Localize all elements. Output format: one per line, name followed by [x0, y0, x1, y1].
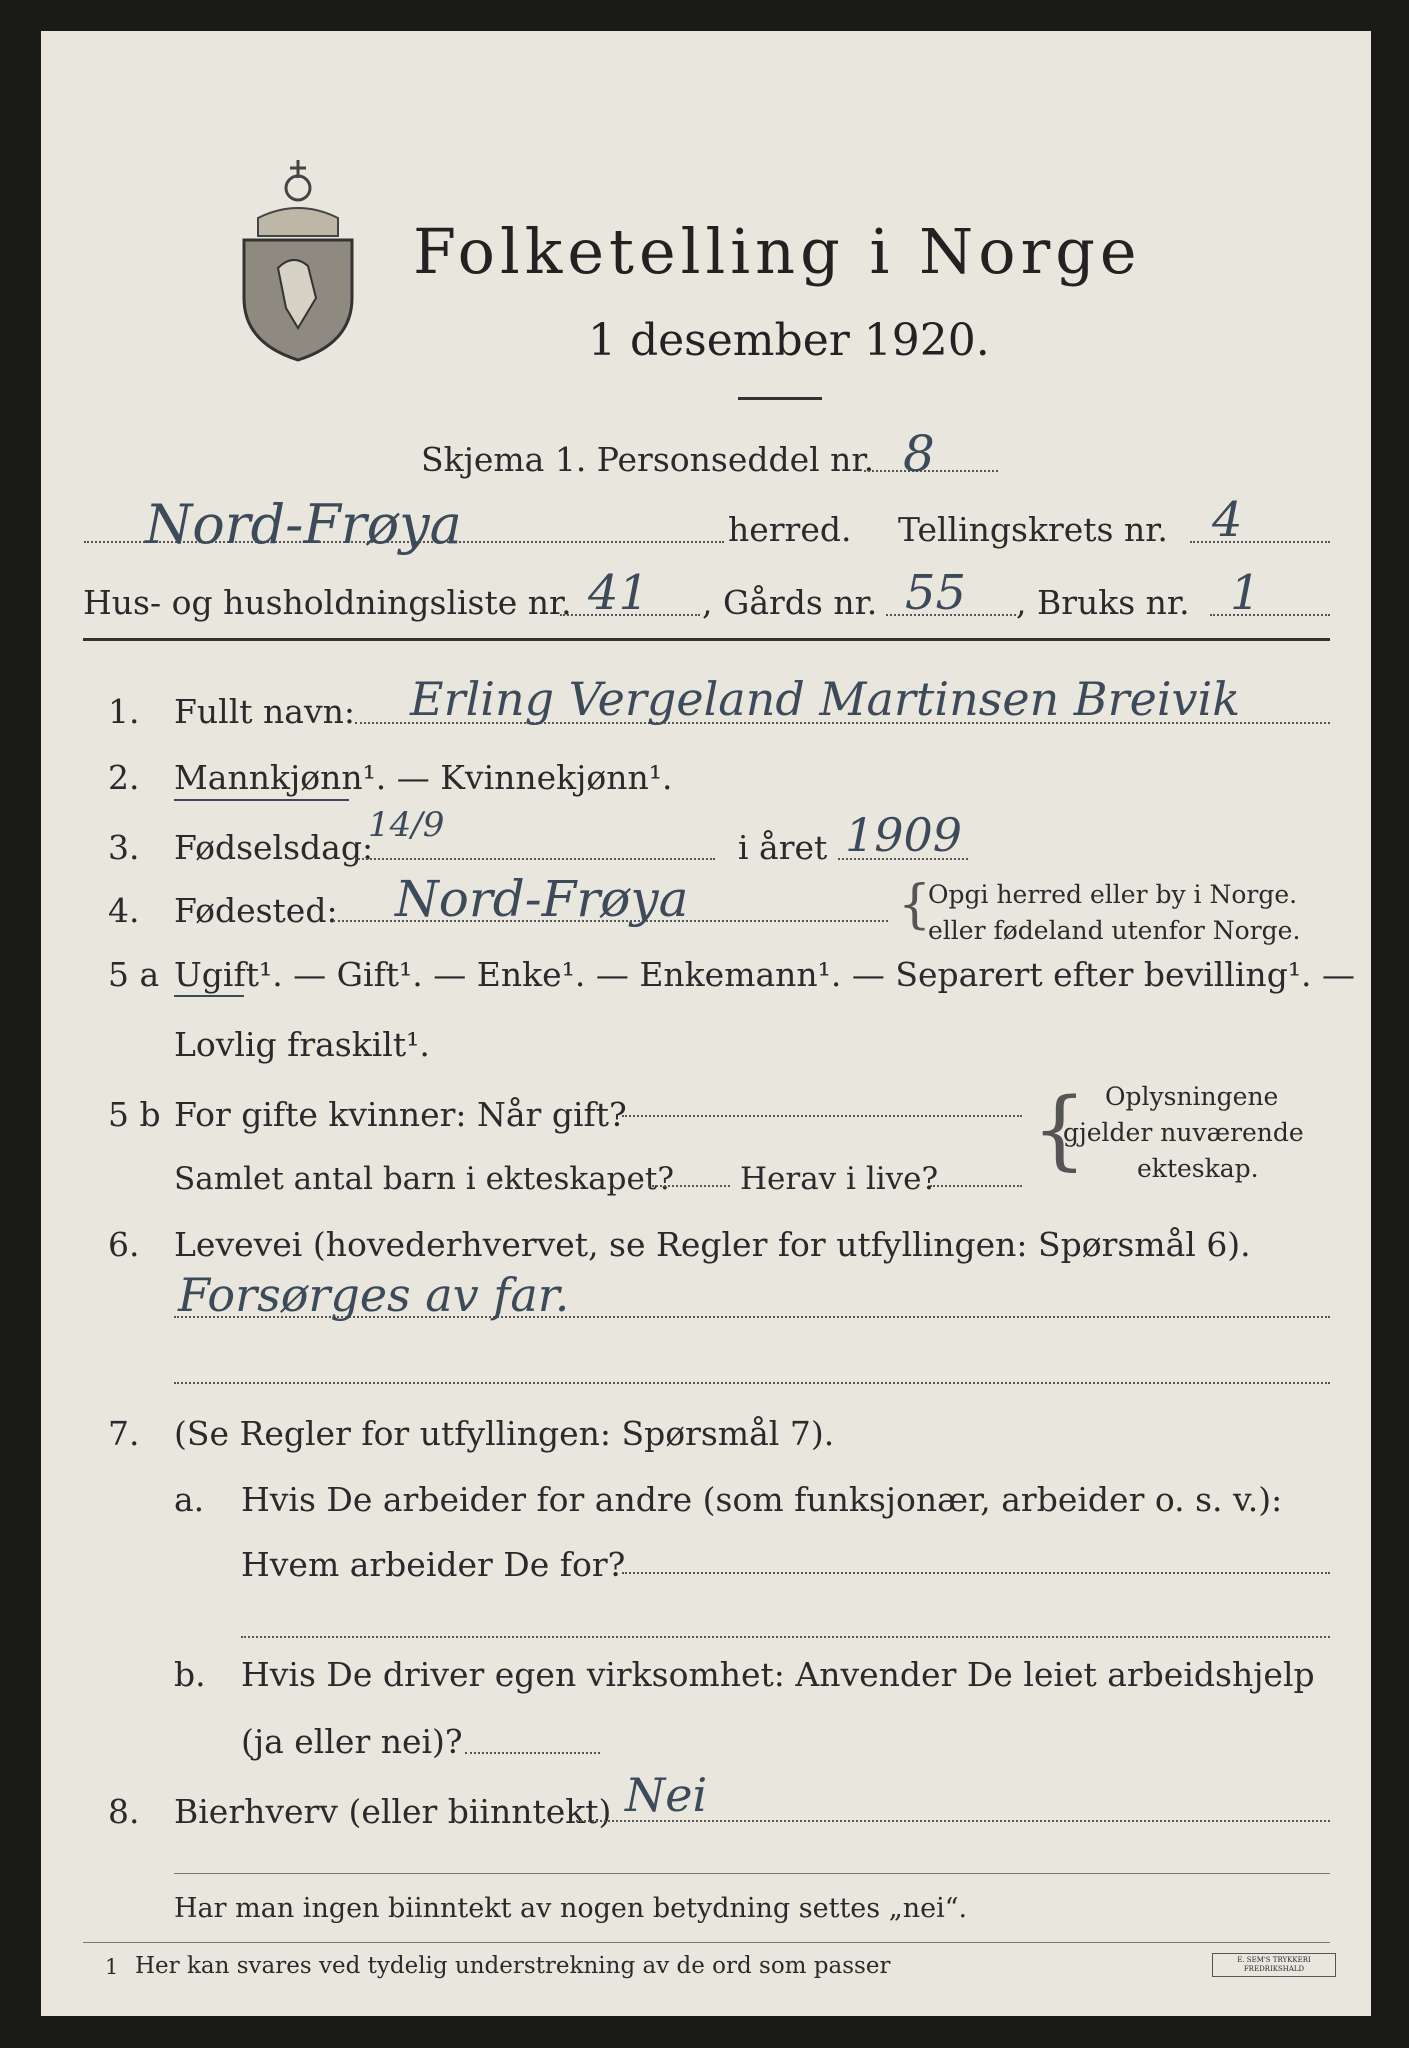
herred-value: Nord-Frøya	[145, 493, 462, 556]
bruks-label: , Bruks nr.	[1016, 583, 1190, 622]
q5b-married-dots	[622, 1115, 1022, 1117]
q5b-children-dots	[648, 1185, 730, 1187]
q4-brace: {	[898, 875, 932, 935]
q7-number: 7.	[108, 1414, 140, 1453]
q3-label: Fødselsdag:	[174, 828, 374, 867]
q2-number: 2.	[108, 758, 140, 797]
footer-note: Har man ingen biinntekt av nogen betydning settes „nei“.	[174, 1893, 968, 1924]
q1-label: Fullt navn:	[174, 692, 355, 731]
q2-underline-mannkjonn	[174, 799, 349, 801]
norwegian-coat-of-arms-icon	[238, 158, 358, 363]
skjema-label: Skjema 1. Personseddel nr.	[421, 440, 875, 479]
q7a-line2-dots	[241, 1636, 1330, 1638]
q7a-letter: a.	[174, 1480, 205, 1519]
q7a-employer-dots	[622, 1572, 1330, 1574]
q7-label: (Se Regler for utfyllingen: Spørsmål 7).	[174, 1414, 835, 1453]
q8-label: Bierhverv (eller biinntekt)	[174, 1792, 612, 1831]
bruks-dots	[1210, 614, 1330, 616]
census-date: 1 desember 1920.	[588, 315, 990, 366]
q5a-underline-ugift	[174, 995, 244, 997]
q5b-note-line2: gjelder nuværende	[1063, 1118, 1304, 1147]
q5a-label-line2: Lovlig fraskilt¹.	[174, 1025, 430, 1064]
q1-number: 1.	[108, 692, 140, 731]
q5b-note-line1: Oplysningene	[1105, 1082, 1279, 1111]
footnote-text: Her kan svares ved tydelig understrekning av de ord som passer	[135, 1953, 891, 1979]
q5b-alive-dots	[930, 1185, 1022, 1187]
q2-label: Mannkjønn¹. — Kvinnekjønn¹.	[174, 758, 673, 797]
q3-birth-day: 14/9	[368, 805, 445, 845]
q5b-alive-label: Herav i live?	[740, 1161, 939, 1197]
q4-number: 4.	[108, 891, 140, 930]
q5b-brace: {	[1032, 1080, 1087, 1180]
q5b-label: For gifte kvinner: Når gift?	[174, 1095, 627, 1134]
q5a-number: 5 a	[108, 955, 160, 994]
q4-label: Fødested:	[174, 891, 338, 930]
q3-number: 3.	[108, 828, 140, 867]
q1-full-name: Erling Vergeland Martinsen Breivik	[410, 672, 1241, 726]
q7a-label: Hvis De arbeider for andre (som funksjonær, arbeider o. s. v.):	[241, 1480, 1283, 1519]
q8-number: 8.	[108, 1792, 140, 1831]
q7a-label-line2: Hvem arbeider De for?	[241, 1545, 626, 1584]
q5b-number: 5 b	[108, 1095, 161, 1134]
page-title: Folketelling i Norge	[413, 215, 1142, 288]
q4-note-line1: Opgi herred eller by i Norge.	[928, 880, 1298, 909]
q5a-label: Ugift¹. — Gift¹. — Enke¹. — Enkemann¹. — Separert efter bevilling¹. —	[174, 955, 1356, 994]
header-rule	[83, 638, 1330, 641]
footnote-number: 1	[105, 1955, 119, 1979]
footer-rule	[174, 1873, 1330, 1874]
title-divider	[738, 397, 822, 400]
husliste-number: 41	[588, 565, 650, 621]
tellingskrets-dots	[1190, 541, 1330, 543]
q8-side-income: Nei	[625, 1768, 708, 1822]
q7b-dots	[465, 1752, 600, 1754]
tellingskrets-label: Tellingskrets nr.	[898, 510, 1168, 549]
q3-day-dots	[355, 858, 715, 860]
husliste-label: Hus- og husholdningsliste nr.	[83, 583, 572, 622]
q6-line2-dots	[174, 1382, 1330, 1384]
q7b-label-line2: (ja eller nei)?	[241, 1722, 463, 1761]
gards-number: 55	[905, 565, 967, 621]
q5b-children-label: Samlet antal barn i ekteskapet?	[174, 1161, 674, 1197]
q4-note-line2: eller fødeland utenfor Norge.	[928, 916, 1301, 945]
q6-label: Levevei (hovederhvervet, se Regler for utfyllingen: Spørsmål 6).	[174, 1225, 1251, 1264]
q7b-label: Hvis De driver egen virksomhet: Anvender De leiet arbeidshjelp	[241, 1655, 1315, 1694]
q4-birthplace: Nord-Frøya	[395, 870, 689, 928]
q7b-letter: b.	[174, 1655, 206, 1694]
personseddel-number: 8	[903, 425, 935, 483]
q6-number: 6.	[108, 1225, 140, 1264]
herred-label: herred.	[728, 510, 852, 549]
printer-stamp: E. SEM'S TRYKKERI FREDRIKSHALD	[1212, 1953, 1336, 1977]
q3-birth-year: 1909	[845, 808, 963, 862]
bruks-number: 1	[1230, 565, 1261, 621]
q3-year-label: i året	[738, 828, 828, 867]
q5b-note-line3: ekteskap.	[1137, 1154, 1259, 1183]
q6-livelihood: Forsørges av far.	[178, 1268, 570, 1322]
footnote-rule	[83, 1942, 1330, 1943]
gards-label: , Gårds nr.	[702, 583, 878, 622]
tellingskrets-number: 4	[1212, 492, 1243, 548]
